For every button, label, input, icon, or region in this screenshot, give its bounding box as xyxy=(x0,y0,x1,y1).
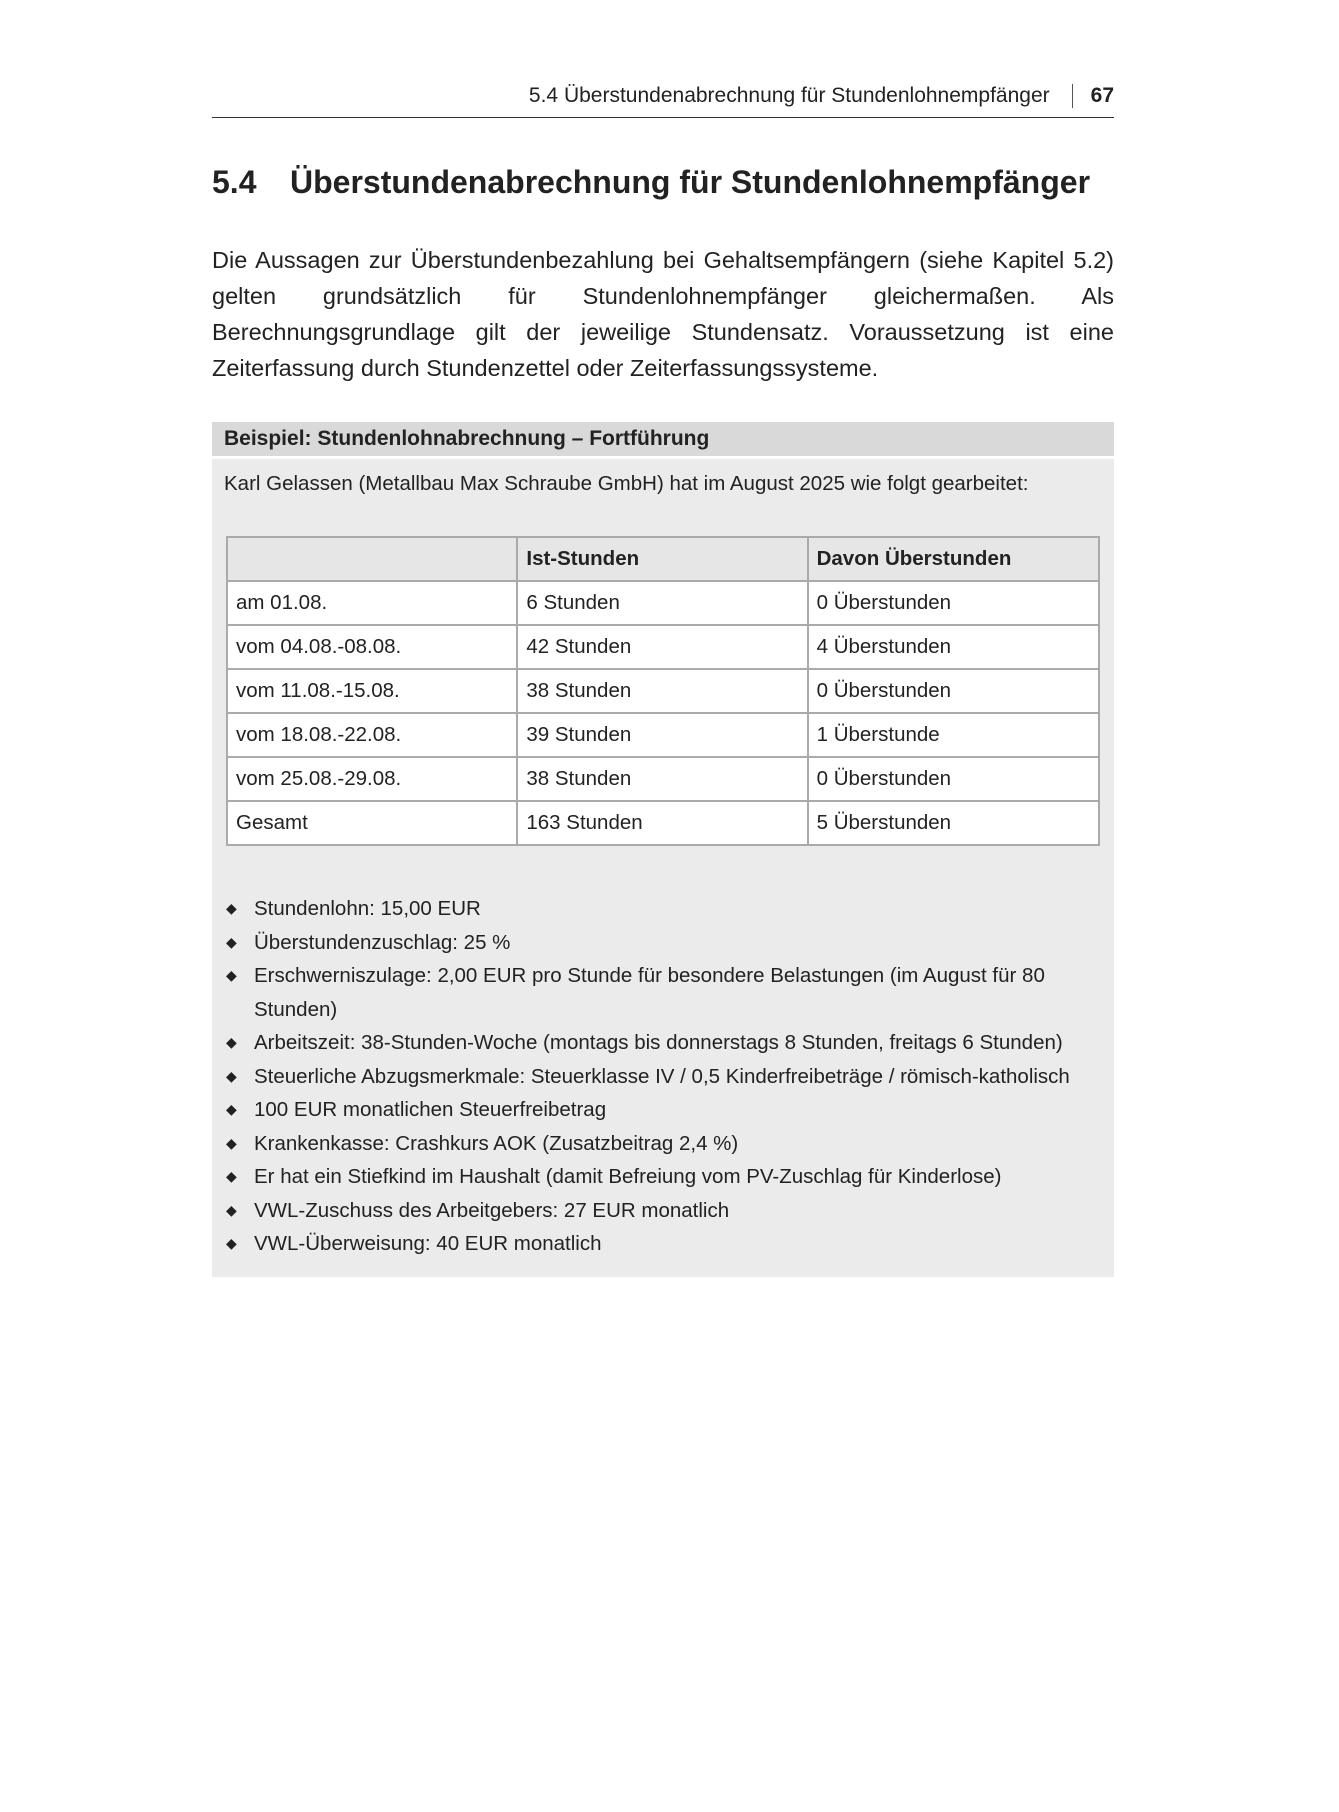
table-cell: am 01.08. xyxy=(227,581,517,625)
list-item-text: VWL-Überweisung: 40 EUR monatlich xyxy=(254,1232,602,1255)
list-item xyxy=(224,1194,1104,1228)
table-cell: vom 11.08.-15.08. xyxy=(227,669,517,713)
bullet-icon: ◆ xyxy=(226,1168,237,1184)
table-cell: Gesamt xyxy=(227,801,517,845)
running-title: 5.4 Überstundenabrechnung für Stundenlohnempfänger xyxy=(528,83,1050,107)
table-cell: 5 Überstunden xyxy=(808,801,1099,845)
bullet-icon: ◆ xyxy=(226,1067,237,1084)
table-cell: 39 Stunden xyxy=(517,713,807,757)
table-row xyxy=(227,713,1099,757)
list-item xyxy=(224,1093,1104,1127)
table-cell: 1 Überstunde xyxy=(808,713,1099,757)
table-cell: 38 Stunden xyxy=(517,669,807,713)
table-row xyxy=(227,757,1099,801)
table-row xyxy=(227,581,1099,625)
list-item xyxy=(224,1227,1104,1261)
table-cell: 42 Stunden xyxy=(517,625,807,669)
table-cell: 38 Stunden xyxy=(517,757,807,801)
list-item xyxy=(224,959,1104,1026)
bullet-icon: ◆ xyxy=(226,900,237,916)
list-item xyxy=(224,1160,1104,1194)
table-row xyxy=(227,669,1099,713)
list-item-text: Er hat ein Stiefkind im Haushalt (damit Befreiung vom PV-Zuschlag für Kinderlose) xyxy=(254,1165,1002,1188)
section-heading xyxy=(212,164,1114,201)
list-item-text: Überstundenzuschlag: 25 % xyxy=(254,930,511,954)
list-item-text: 100 EUR monatlichen Steuerfreibetrag xyxy=(254,1098,607,1121)
facts-list xyxy=(224,892,1104,1261)
list-item xyxy=(224,1026,1104,1060)
section-title: Überstundenabrechnung für Stundenlohnempfänger xyxy=(290,164,1091,200)
bullet-icon: ◆ xyxy=(226,967,237,983)
list-item xyxy=(224,1127,1104,1161)
bullet-icon: ◆ xyxy=(226,1101,237,1117)
bullet-icon: ◆ xyxy=(226,1034,237,1050)
header-separator xyxy=(1072,84,1073,108)
running-header xyxy=(212,78,1114,118)
table-header-cell: Ist-Stunden xyxy=(517,537,807,581)
table-cell: 4 Überstunden xyxy=(808,625,1099,669)
list-item-text: Erschwerniszulage: 2,00 EUR pro Stunde für besondere Belastungen (im August für 80 Stunden) xyxy=(254,964,1045,1021)
table-cell: 163 Stunden xyxy=(517,801,807,845)
bullet-icon: ◆ xyxy=(226,1134,237,1151)
list-item-text: Steuerliche Abzugsmerkmale: Steuerklasse IV / 0,5 Kinderfreibeträge / römisch-katholisch xyxy=(254,1064,1070,1088)
hours-table xyxy=(226,536,1100,846)
page-number: 67 xyxy=(1090,83,1114,107)
table-row xyxy=(227,625,1099,669)
bullet-icon: ◆ xyxy=(226,1201,237,1218)
example-intro: Karl Gelassen (Metallbau Max Schraube GmbH) hat im August 2025 wie folgt gearbeitet: xyxy=(224,472,1029,495)
table-cell: 6 Stunden xyxy=(517,581,807,625)
list-item xyxy=(224,926,1104,960)
list-item-text: Krankenkasse: Crashkurs AOK (Zusatzbeitrag 2,4 %) xyxy=(254,1131,739,1155)
table-header-row xyxy=(227,537,1099,581)
table-header-cell: Davon Überstunden xyxy=(808,537,1099,581)
table-cell: 0 Überstunden xyxy=(808,581,1099,625)
table-row-total xyxy=(227,801,1099,845)
example-box xyxy=(212,422,1114,1277)
list-item-text: Stundenlohn: 15,00 EUR xyxy=(254,897,481,920)
intro-paragraph: Die Aussagen zur Überstundenbezahlung bei Gehaltsempfängern (siehe Kapitel 5.2) gelten grundsätzlich für Stundenlohnempfänger gleichermaßen. Als Berechnungsgrundlage gilt der jeweilige Stundensatz. Voraussetzung ist eine Zeiterfassung durch Stundenzettel oder Zeiterfassungssysteme. xyxy=(212,247,1114,381)
table-cell: vom 04.08.-08.08. xyxy=(227,625,517,669)
table-header-cell xyxy=(227,537,517,581)
section-number: 5.4 xyxy=(212,164,257,200)
list-item xyxy=(224,1060,1104,1094)
list-item xyxy=(224,892,1104,926)
list-item-text: Arbeitszeit: 38-Stunden-Woche (montags bis donnerstags 8 Stunden, freitags 6 Stunden) xyxy=(254,1031,1063,1054)
table-cell: 0 Überstunden xyxy=(808,757,1099,801)
example-title: Beispiel: Stundenlohnabrechnung – Fortführung xyxy=(212,422,1114,459)
table-cell: vom 18.08.-22.08. xyxy=(227,713,517,757)
table-cell: vom 25.08.-29.08. xyxy=(227,757,517,801)
table-cell: 0 Überstunden xyxy=(808,669,1099,713)
bullet-icon: ◆ xyxy=(226,933,237,950)
bullet-icon: ◆ xyxy=(226,1235,237,1251)
list-item-text: VWL-Zuschuss des Arbeitgebers: 27 EUR monatlich xyxy=(254,1198,730,1222)
